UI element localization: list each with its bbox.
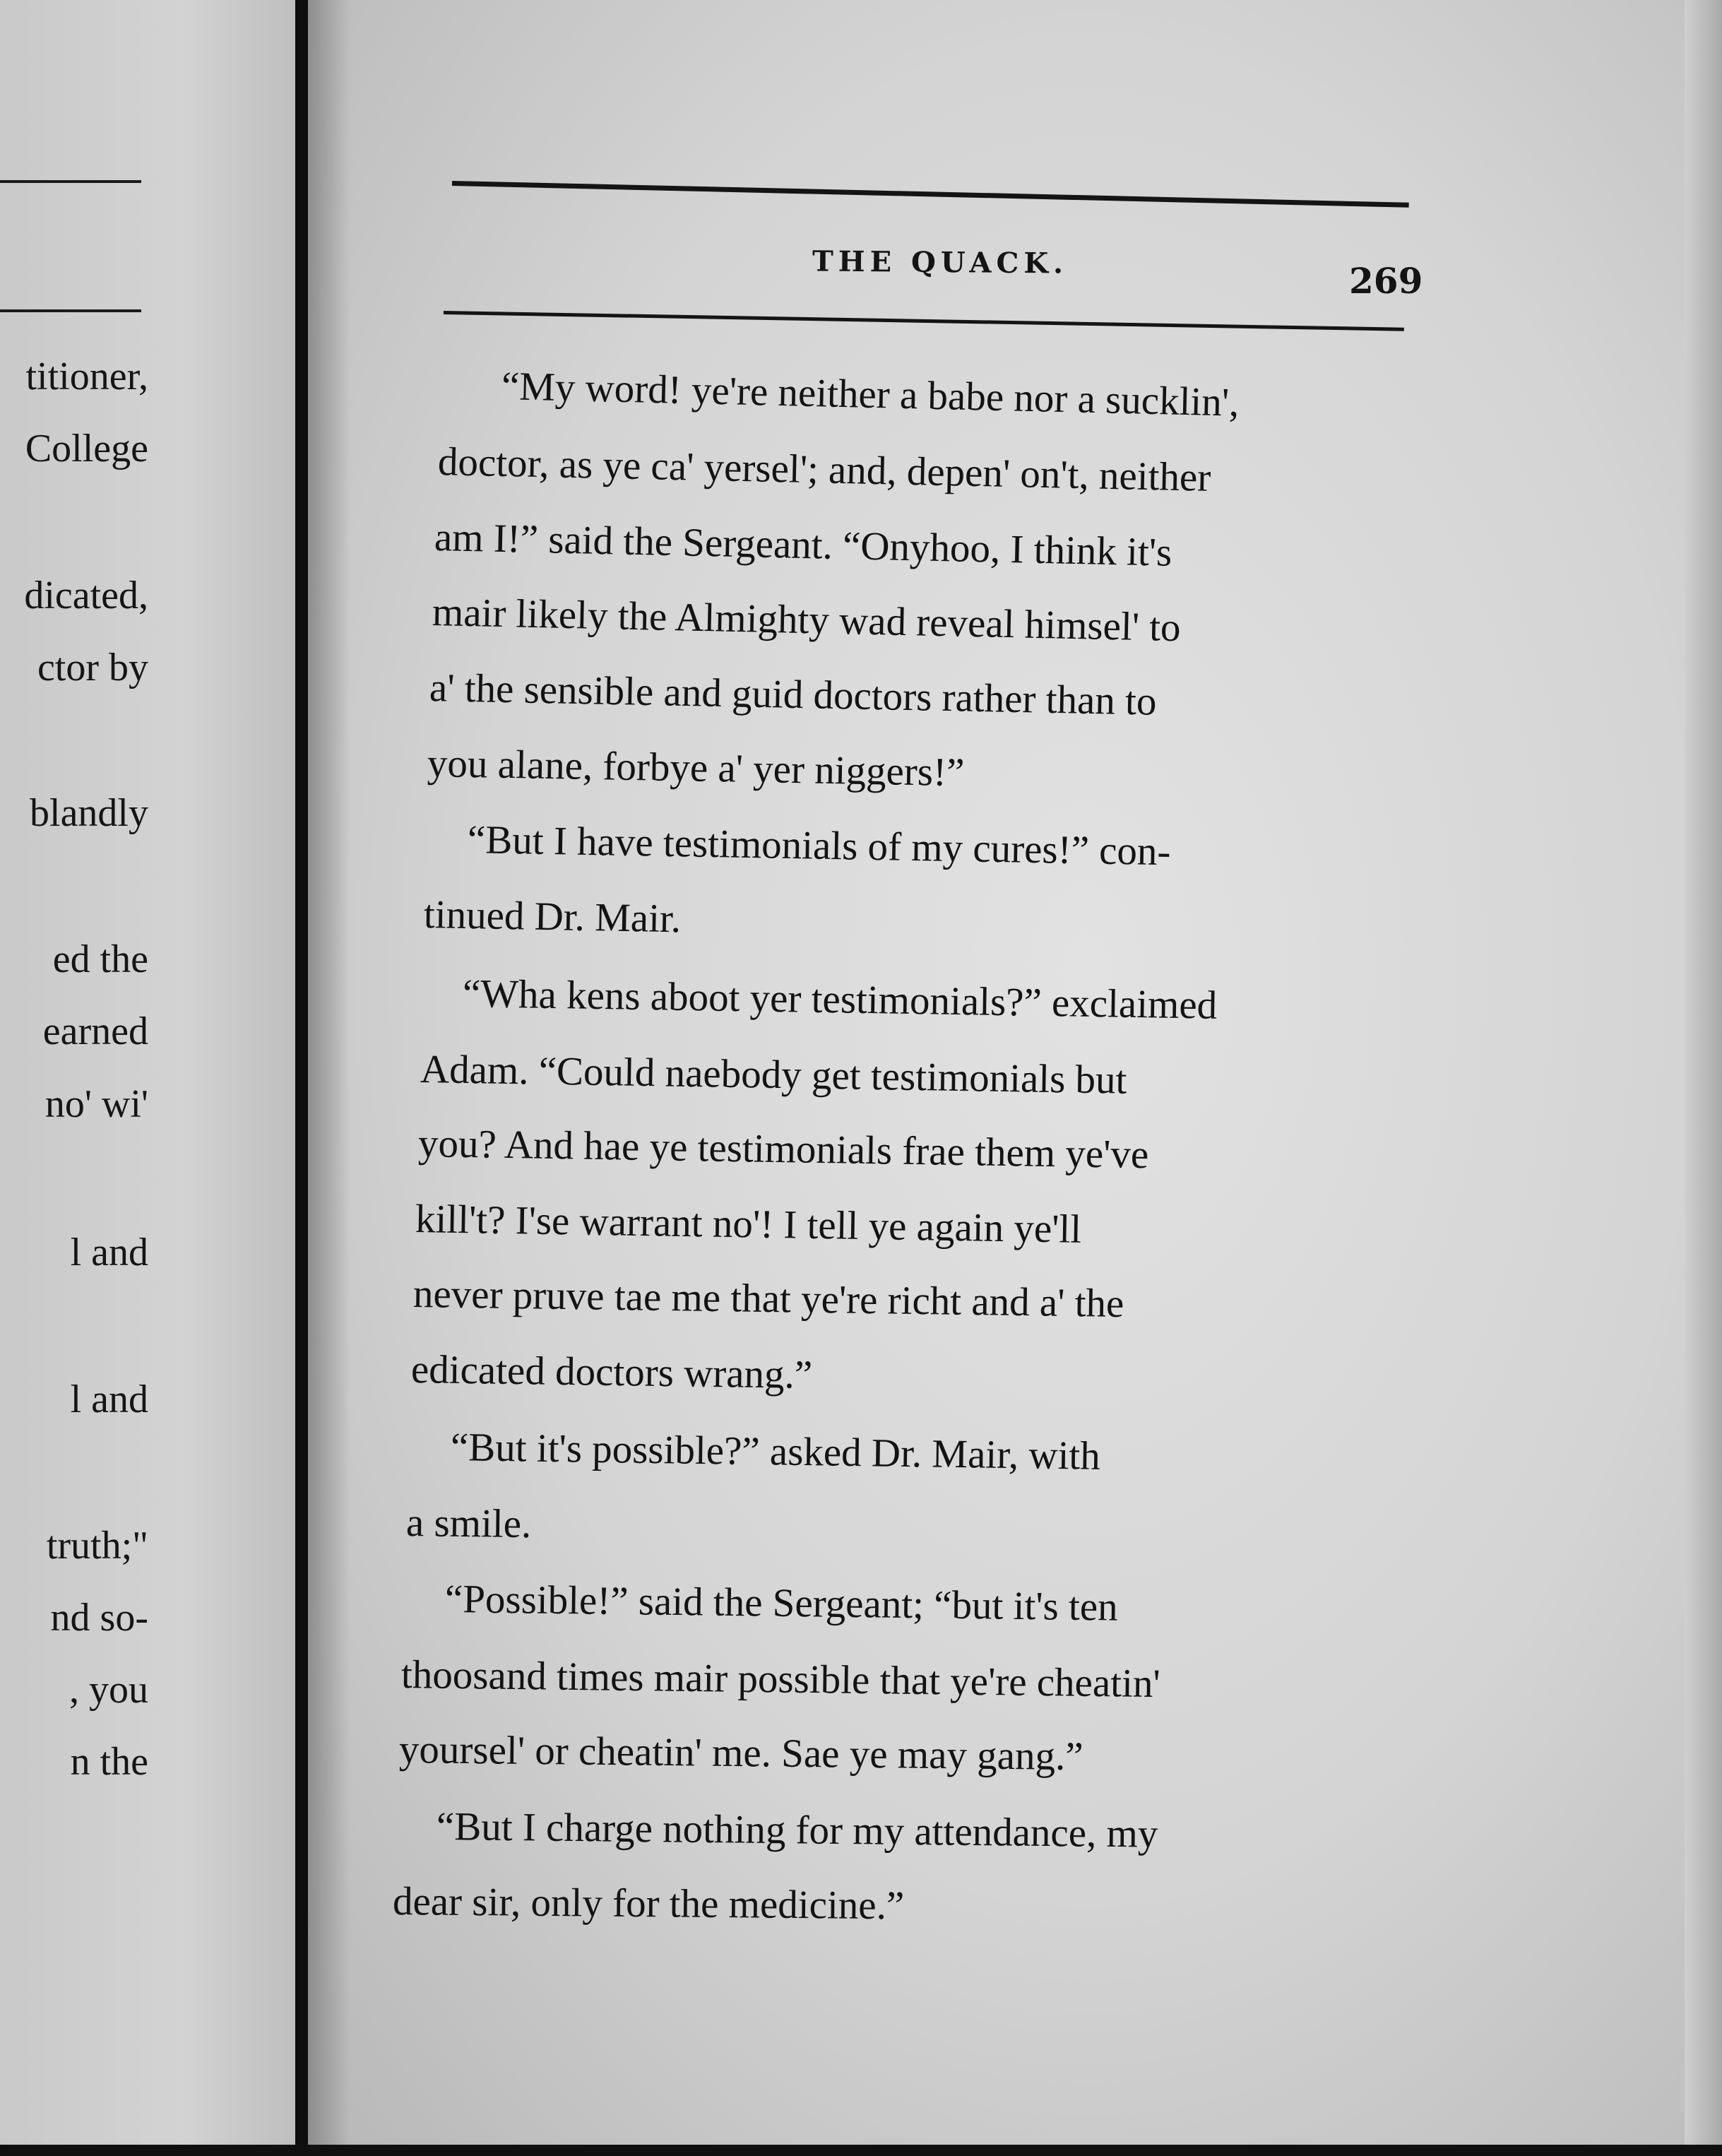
left-line: truth;" bbox=[46, 1524, 148, 1568]
text-line: “Wha kens aboot yer testimonials?” exclaimed bbox=[462, 971, 1218, 1028]
left-line: College bbox=[25, 427, 148, 470]
left-line: , you bbox=[69, 1668, 148, 1712]
left-line: dicated, bbox=[24, 574, 148, 617]
left-line: earned bbox=[42, 1009, 148, 1053]
left-page-fragment bbox=[0, 0, 304, 2156]
spine-shadow bbox=[308, 0, 350, 2156]
text-line: never pruve tae me that ye're richt and a' the bbox=[412, 1272, 1124, 1327]
text-line: you alane, forbye a' yer niggers!” bbox=[427, 741, 965, 795]
text-line: “But I have testimonials of my cures!” con- bbox=[467, 817, 1172, 875]
text-line: “Possible!” said the Sergeant; “but it's ten bbox=[444, 1577, 1119, 1630]
text-line: “My word! ye're neither a babe nor a sucklin', bbox=[501, 364, 1240, 425]
left-top-rule bbox=[0, 180, 141, 183]
text-line: a' the sensible and guid doctors rather than to bbox=[429, 665, 1158, 724]
text-line: dear sir, only for the medicine.” bbox=[392, 1879, 905, 1929]
text-line: thoosand times mair possible that ye're cheatin' bbox=[400, 1652, 1161, 1707]
left-line: blandly bbox=[30, 791, 148, 835]
text-line: Adam. “Could naebody get testimonials but bbox=[420, 1047, 1127, 1103]
text-line: am I!” said the Sergeant. “Onyhoo, I think it's bbox=[434, 515, 1172, 575]
text-line: a smile. bbox=[405, 1500, 532, 1547]
left-line: l and bbox=[70, 1231, 148, 1274]
left-line: n the bbox=[70, 1740, 148, 1784]
text-line: yoursel' or cheatin' me. Sae ye may gang.” bbox=[398, 1727, 1083, 1779]
page-number: 269 bbox=[1349, 260, 1423, 302]
left-line: no' wi' bbox=[44, 1082, 148, 1126]
left-header-rule bbox=[0, 309, 141, 312]
left-line: ed the bbox=[52, 937, 148, 981]
text-line: tinued Dr. Mair. bbox=[423, 892, 682, 942]
left-line: ctor by bbox=[37, 646, 148, 689]
text-line: kill't? I'se warrant no'! I tell ye again ye'll bbox=[415, 1197, 1082, 1252]
text-line: you? And hae ye testimonials frae them ye've bbox=[417, 1121, 1149, 1178]
running-head: THE QUACK. bbox=[812, 244, 1069, 280]
text-line: “But it's possible?” asked Dr. Mair, with bbox=[450, 1425, 1101, 1479]
text-line: mair likely the Almighty wad reveal himsel' to bbox=[432, 590, 1182, 651]
left-line: l and bbox=[70, 1378, 148, 1421]
page-edge bbox=[1685, 0, 1722, 2156]
text-line: doctor, as ye ca' yersel'; and, depen' on't, neither bbox=[437, 439, 1211, 500]
text-line: “But I charge nothing for my attendance, my bbox=[436, 1804, 1158, 1856]
text-line: edicated doctors wrang.” bbox=[410, 1347, 813, 1397]
book-spine bbox=[295, 0, 308, 2156]
bottom-edge bbox=[0, 2145, 1722, 2156]
left-line: titioner, bbox=[25, 355, 148, 398]
left-line: nd so- bbox=[50, 1596, 148, 1640]
